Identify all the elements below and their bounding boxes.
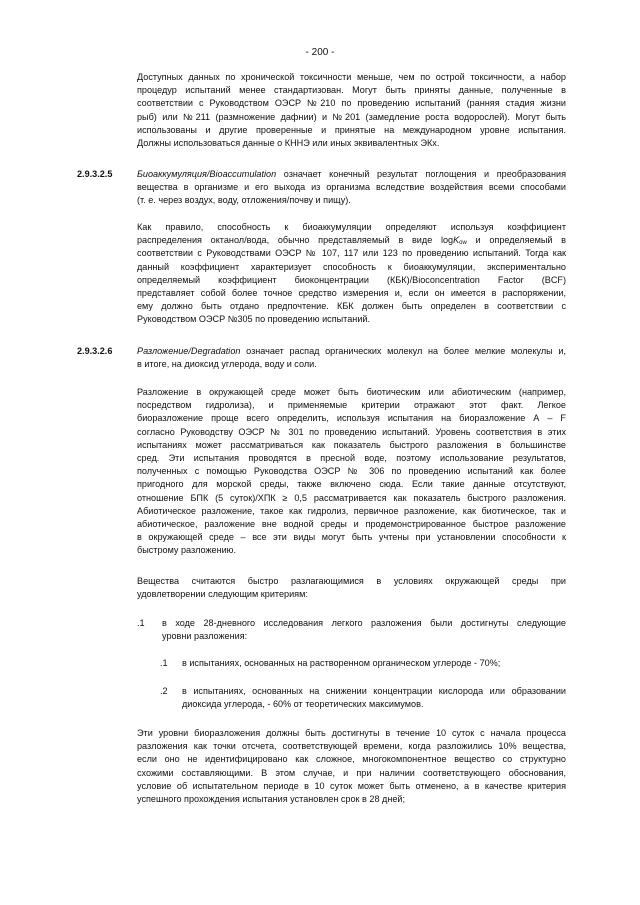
- text-line: абиотическое, разложение вне водной среды и продемонстрированное быстрое разложение: [137, 519, 566, 530]
- term-degradation: Разложение/Degradation: [137, 346, 241, 356]
- subitem-number: .1: [160, 658, 168, 668]
- degradation-paragraph: [137, 386, 566, 558]
- text-line: испытаниях может рассматриваться как показатель быстрого разложения в большинстве: [137, 439, 566, 450]
- item-number: .1: [137, 618, 145, 628]
- degradation-definition: [137, 345, 566, 371]
- text-line: пригодного для морской среды, также включено сюда. Если такие данные отсутствуют,: [137, 479, 566, 490]
- text-line: Абиотическое разложение, такое как гидролиз, первичное разложение, как биотическое, так и: [137, 505, 566, 516]
- bioaccumulation-definition: [137, 168, 566, 208]
- definition-line: [137, 168, 566, 181]
- log-k-symbol: K: [453, 235, 460, 246]
- text-line: в испытаниях, основанных на снижении концентрации кислорода или образовании: [182, 686, 566, 696]
- text-line: процедур испытаний менее стандартизован. Могут быть приняты данные, полученные в: [137, 85, 566, 96]
- text-line: разложения как точки отсчета, соответствующей времени, когда разложились 10% вещества,: [137, 741, 566, 752]
- text-line: Должны использоваться данные о КННЭ или иных эквивалентных ЭКх.: [137, 138, 440, 149]
- text-line: в испытаниях, основанных на растворенном органическом углероде - 70%;: [182, 658, 501, 668]
- log-k-subscript: ow: [459, 240, 467, 247]
- closing-paragraph: [137, 727, 566, 806]
- page-number: - 200 -: [305, 47, 335, 58]
- text-line: быстрому разложению.: [137, 545, 237, 556]
- intro-paragraph: [137, 71, 566, 150]
- text-line: диоксида углерода, - 60% от теоретических максимумов.: [182, 699, 424, 710]
- text-line: Как правило, способность к биоаккумуляции определяют используя коэффициент: [137, 222, 566, 232]
- text-line: условие об испытательном периоде в 10 суток может быть отменено, а в качестве критерия: [137, 780, 566, 791]
- text-line: если оно не идентифицировано как сложное, многокомпонентное вещество со структурно: [137, 754, 566, 765]
- text-line: данный коэффициент характеризует способность к биоаккумуляции, экспериментально: [137, 261, 566, 272]
- text-line: [137, 234, 566, 247]
- text-line: вещества в организме и его выхода из организма вследствие воздействия всеми способами: [137, 182, 566, 193]
- text-line: использованы и другие проверенные и принятые на международном уровне испытания.: [137, 124, 566, 135]
- criterion-subitem-1: [182, 657, 566, 670]
- criterion-item-1: [162, 617, 566, 643]
- text-line: Вещества считаются быстро разлагающимися в условиях окружающей среды при: [137, 576, 566, 586]
- text-line: отношение БПК (5 суток)/ХПК ≥ 0,5 рассматривается как показатель быстрого разложения.: [137, 492, 566, 503]
- text-line: уровни разложения:: [162, 631, 248, 642]
- text-fragment: распределения октанол/вода, обычно представляемый в виде log: [137, 235, 454, 246]
- text-line: удовлетворении следующим критериям:: [137, 589, 308, 600]
- text-line: соответствии с Руководством ОЭСР №210 по проведению испытаний (ранняя стадия жизни: [137, 98, 566, 109]
- section-number-degradation: 2.9.3.2.6: [77, 346, 113, 356]
- text-line: Руководством ОЭСР №305 по проведению испытаний.: [137, 314, 371, 325]
- text-line: в ходе 28-дневного исследования легкого разложения были достигнуты следующие: [162, 618, 566, 628]
- text-fragment: и определяемый в: [466, 235, 566, 246]
- section-number-bioaccumulation: 2.9.3.2.5: [77, 169, 113, 179]
- text-line: в окружающей среде – все эти виды могут быть учтены при установлении способности к: [137, 532, 566, 543]
- text-line: определяемый коэффициент биоконцентрации (КБК)/Bioconcentration Factor (BCF): [137, 274, 566, 285]
- text-line: рыб) или №211 (размножение дафнии) и №201 (замедление роста водорослей). Могут быть: [137, 111, 566, 122]
- bioaccumulation-paragraph: [137, 221, 566, 327]
- text-line: ему должно быть отдано предпочтение. КБК должен быть определен в соответствии с: [137, 301, 566, 312]
- text-line: успешного прохождения испытания установлен срок в 28 дней;: [137, 794, 406, 805]
- definition-text: означает распад органических молекул на более мелкие молекулы и,: [240, 346, 566, 356]
- text-line: (т. е. через воздух, воду, отложения/почву и пищу).: [137, 195, 351, 206]
- text-line: схожими составляющими. В этом случае, и при наличии соответствующего обоснования,: [137, 767, 566, 778]
- text-line: Доступных данных по хронической токсичности меньше, чем по острой токсичности, а набор: [137, 72, 566, 82]
- text-line: представляет собой более точное средство измерения и, если он имеется в распоряжении,: [137, 288, 566, 299]
- criteria-intro: [137, 575, 566, 601]
- text-line: Разложение в окружающей среде может быть биотическим или абиотическим (например,: [137, 387, 566, 397]
- text-line: посредством гидролиза), и применяемые критерии отражают этот факт. Легкое: [137, 400, 566, 411]
- criterion-subitem-2: [182, 685, 566, 711]
- text-line: в итоге, на диоксид углерода, воду и соли.: [137, 359, 317, 370]
- text-line: биоразложение проще всего определить, используя испытания на биоразложение А – F: [137, 413, 566, 424]
- text-line: полученных с помощью Руководства ОЭСР № 306 по проведению испытаний как более: [137, 466, 566, 477]
- definition-text: означает конечный результат поглощения и преобразования: [276, 169, 566, 179]
- definition-line: [137, 345, 566, 358]
- text-line: соответствии с Руководствами ОЭСР № 107, 117 или 123 по проведению испытаний. Тогда как: [137, 248, 566, 259]
- text-line: сред. Эти испытания проводятся в пресной воде, поэтому использование результатов,: [137, 453, 566, 464]
- term-bioaccumulation: Биоаккумуляция/Bioaccumulation: [137, 169, 277, 179]
- text-line: согласно Руководству ОЭСР № 301 по проведению испытаний. Уровень соответствия в этих: [137, 426, 566, 437]
- subitem-number: .2: [160, 686, 168, 696]
- text-line: Эти уровни биоразложения должны быть достигнуты в течение 10 суток с начала процесса: [137, 728, 566, 738]
